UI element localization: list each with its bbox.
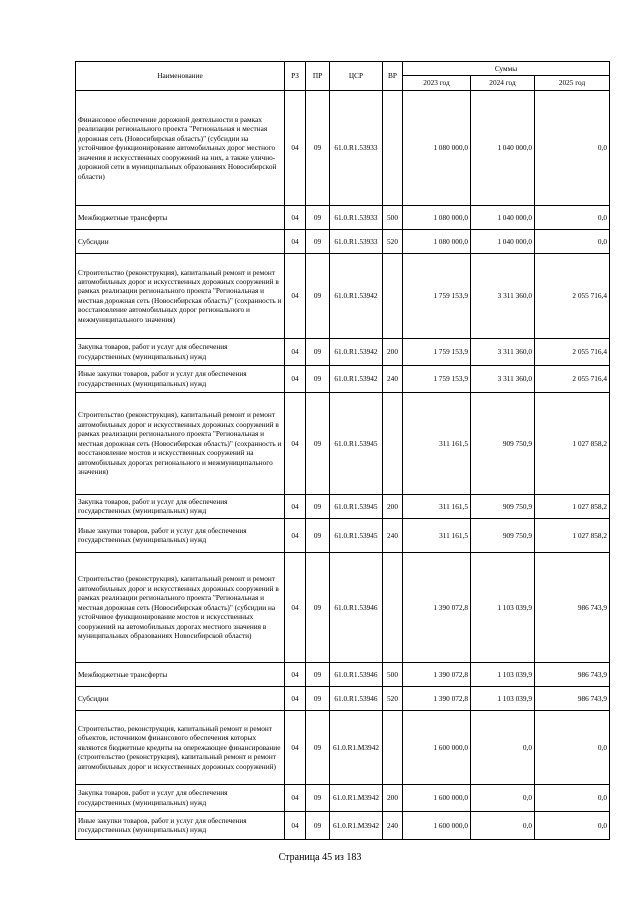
- row-sum-2025: 2 055 716,4: [535, 253, 610, 338]
- row-sum-2023: 1 600 000,0: [403, 710, 471, 784]
- row-csr: 61.0.R1.53933: [330, 229, 383, 253]
- row-pr: 09: [306, 662, 330, 686]
- row-sum-2024: 1 103 039,9: [471, 662, 535, 686]
- row-sum-2024: 0,0: [471, 784, 535, 811]
- row-pr: 09: [306, 518, 330, 552]
- row-sum-2025: 2 055 716,4: [535, 365, 610, 392]
- row-sum-2023: 1 759 153,9: [403, 253, 471, 338]
- row-csr: 61.0.R1.53945: [330, 494, 383, 518]
- row-sum-2025: 1 027 858,2: [535, 518, 610, 552]
- row-sum-2025: 1 027 858,2: [535, 494, 610, 518]
- row-rz: 04: [285, 662, 306, 686]
- table-row: [76, 229, 610, 253]
- row-pr: 09: [306, 811, 330, 839]
- row-sum-2025: 0,0: [535, 205, 610, 229]
- row-sum-2023: 1 390 072,8: [403, 686, 471, 710]
- row-name: Субсидии: [76, 229, 285, 253]
- row-csr: 61.0.R1.53942: [330, 338, 383, 365]
- row-sum-2023: 1 600 000,0: [403, 784, 471, 811]
- row-rz: 04: [285, 392, 306, 494]
- row-vr: [383, 392, 403, 494]
- row-sum-2025: 2 055 716,4: [535, 338, 610, 365]
- row-sum-2024: 3 311 360,0: [471, 365, 535, 392]
- row-sum-2023: 1 080 000,0: [403, 90, 471, 205]
- row-csr: 61.0.R1.53933: [330, 205, 383, 229]
- table-row: [76, 494, 610, 518]
- row-vr: 500: [383, 662, 403, 686]
- row-sum-2025: 1 027 858,2: [535, 392, 610, 494]
- row-name: Иные закупки товаров, работ и услуг для обеспечения государственных (муниципальных) нужд: [76, 518, 285, 552]
- row-name: Строительство (реконструкция), капитальный ремонт и ремонт автомобильных дорог и искусственных дорожных сооружений в рамках реализации регионального проекта "Региональная и местная дорожная сеть (Новосибирская область)" (сохранность и восстановление мостов и искусственных сооружений на автомобильных дорогах регионального и межмуниципального значения): [76, 392, 285, 494]
- row-vr: 240: [383, 365, 403, 392]
- row-vr: 200: [383, 338, 403, 365]
- row-sum-2024: 909 750,9: [471, 392, 535, 494]
- page-number: Страница 45 из 183: [278, 852, 362, 863]
- table-row: [76, 552, 610, 662]
- row-sum-2023: 311 161,5: [403, 518, 471, 552]
- row-rz: 04: [285, 811, 306, 839]
- row-csr: 61.0.R1.M3942: [330, 784, 383, 811]
- row-sum-2023: 311 161,5: [403, 392, 471, 494]
- row-pr: 09: [306, 90, 330, 205]
- row-pr: 09: [306, 338, 330, 365]
- row-sum-2024: 1 103 039,9: [471, 686, 535, 710]
- row-rz: 04: [285, 552, 306, 662]
- row-csr: 61.0.R1.53946: [330, 686, 383, 710]
- row-sum-2025: 986 743,9: [535, 686, 610, 710]
- row-name: Финансовое обеспечение дорожной деятельности в рамках реализации регионального проекта "Региональная и местная дорожная сеть (Новосибирская область)" (субсидии на устойчивое функционирование автомобильных дорог местного значения и искусственных сооружений на них, а также улично-дорожной сети в муниципальных образованиях Новосибирской области): [76, 90, 285, 205]
- table-row: [76, 392, 610, 494]
- row-pr: 09: [306, 494, 330, 518]
- row-name: Строительство, реконструкция, капитальный ремонт и ремонт объектов, источником финансового обеспечения которых являются бюджетные кредиты на опережающее финансирование (строительство (реконструкция), капитальный ремонт и ремонт автомобильных дорог и искусственных дорожных сооружений): [76, 710, 285, 784]
- row-name: Межбюджетные трансферты: [76, 205, 285, 229]
- row-sum-2025: 986 743,9: [535, 552, 610, 662]
- row-pr: 09: [306, 253, 330, 338]
- row-pr: 09: [306, 205, 330, 229]
- row-name: Межбюджетные трансферты: [76, 662, 285, 686]
- row-csr: 61.0.R1.53946: [330, 662, 383, 686]
- row-sum-2025: 986 743,9: [535, 662, 610, 686]
- row-rz: 04: [285, 253, 306, 338]
- table-row: [76, 518, 610, 552]
- row-sum-2024: 1 040 000,0: [471, 205, 535, 229]
- table-row: [76, 253, 610, 338]
- row-pr: 09: [306, 710, 330, 784]
- row-vr: [383, 552, 403, 662]
- header-year-2023: 2023 год: [403, 76, 471, 90]
- row-rz: 04: [285, 710, 306, 784]
- table-row: [76, 784, 610, 811]
- row-sum-2023: 1 390 072,8: [403, 662, 471, 686]
- row-sum-2024: 1 103 039,9: [471, 552, 535, 662]
- row-vr: 500: [383, 205, 403, 229]
- row-csr: 61.0.R1.53942: [330, 365, 383, 392]
- header-sums: Суммы: [403, 62, 610, 76]
- row-sum-2024: 1 040 000,0: [471, 229, 535, 253]
- table-row: [76, 365, 610, 392]
- row-csr: 61.0.R1.53945: [330, 392, 383, 494]
- row-csr: 61.0.R1.53945: [330, 518, 383, 552]
- row-sum-2024: 909 750,9: [471, 518, 535, 552]
- row-sum-2024: 3 311 360,0: [471, 253, 535, 338]
- row-sum-2023: 1 080 000,0: [403, 229, 471, 253]
- row-name: Субсидии: [76, 686, 285, 710]
- row-csr: 61.0.R1.53933: [330, 90, 383, 205]
- header-year-2025: 2025 год: [535, 76, 610, 90]
- row-sum-2025: 0,0: [535, 710, 610, 784]
- header-vr: ВР: [383, 62, 403, 91]
- row-name: Строительство (реконструкция), капитальный ремонт и ремонт автомобильных дорог и искусственных дорожных сооружений в рамках реализации регионального проекта "Региональная и местная дорожная сеть (Новосибирская область)" (сохранность и восстановление автомобильных дорог регионального и межмуниципального значения): [76, 253, 285, 338]
- row-pr: 09: [306, 392, 330, 494]
- row-name: Закупка товаров, работ и услуг для обеспечения государственных (муниципальных) нужд: [76, 784, 285, 811]
- row-sum-2023: 1 759 153,9: [403, 365, 471, 392]
- row-sum-2023: 1 600 000,0: [403, 811, 471, 839]
- row-sum-2023: 311 161,5: [403, 494, 471, 518]
- row-name: Иные закупки товаров, работ и услуг для обеспечения государственных (муниципальных) нужд: [76, 365, 285, 392]
- row-rz: 04: [285, 686, 306, 710]
- row-rz: 04: [285, 784, 306, 811]
- row-vr: [383, 253, 403, 338]
- row-sum-2024: 909 750,9: [471, 494, 535, 518]
- row-sum-2025: 0,0: [535, 811, 610, 839]
- row-name: Закупка товаров, работ и услуг для обеспечения государственных (муниципальных) нужд: [76, 338, 285, 365]
- row-sum-2024: 0,0: [471, 710, 535, 784]
- row-rz: 04: [285, 338, 306, 365]
- header-pr: ПР: [306, 62, 330, 91]
- row-vr: 200: [383, 784, 403, 811]
- row-sum-2024: 3 311 360,0: [471, 338, 535, 365]
- row-csr: 61.0.R1.M3942: [330, 710, 383, 784]
- row-sum-2024: 1 040 000,0: [471, 90, 535, 205]
- row-vr: 520: [383, 686, 403, 710]
- table-row: [76, 710, 610, 784]
- row-vr: 240: [383, 518, 403, 552]
- row-sum-2023: 1 080 000,0: [403, 205, 471, 229]
- row-sum-2025: 0,0: [535, 90, 610, 205]
- budget-table-container: [75, 61, 609, 840]
- row-vr: 240: [383, 811, 403, 839]
- row-vr: 200: [383, 494, 403, 518]
- row-vr: [383, 90, 403, 205]
- row-rz: 04: [285, 90, 306, 205]
- table-row: [76, 205, 610, 229]
- budget-table: [75, 61, 610, 840]
- row-pr: 09: [306, 686, 330, 710]
- row-sum-2023: 1 759 153,9: [403, 338, 471, 365]
- row-name: Иные закупки товаров, работ и услуг для обеспечения государственных (муниципальных) нужд: [76, 811, 285, 839]
- row-vr: 520: [383, 229, 403, 253]
- table-row: [76, 686, 610, 710]
- table-row: [76, 90, 610, 205]
- row-sum-2025: 0,0: [535, 784, 610, 811]
- row-pr: 09: [306, 552, 330, 662]
- row-pr: 09: [306, 229, 330, 253]
- row-vr: [383, 710, 403, 784]
- row-rz: 04: [285, 518, 306, 552]
- row-rz: 04: [285, 205, 306, 229]
- row-sum-2025: 0,0: [535, 229, 610, 253]
- table-row: [76, 662, 610, 686]
- row-rz: 04: [285, 365, 306, 392]
- row-csr: 61.0.R1.53942: [330, 253, 383, 338]
- header-name: Наименование: [76, 62, 285, 91]
- row-rz: 04: [285, 494, 306, 518]
- table-row: [76, 811, 610, 839]
- header-rz: РЗ: [285, 62, 306, 91]
- row-pr: 09: [306, 365, 330, 392]
- row-name: Закупка товаров, работ и услуг для обеспечения государственных (муниципальных) нужд: [76, 494, 285, 518]
- table-row: [76, 338, 610, 365]
- row-pr: 09: [306, 784, 330, 811]
- header-year-2024: 2024 год: [471, 76, 535, 90]
- row-csr: 61.0.R1.53946: [330, 552, 383, 662]
- row-sum-2023: 1 390 072,8: [403, 552, 471, 662]
- row-rz: 04: [285, 229, 306, 253]
- row-csr: 61.0.R1.M3942: [330, 811, 383, 839]
- row-sum-2024: 0,0: [471, 811, 535, 839]
- row-name: Строительство (реконструкция), капитальный ремонт и ремонт автомобильных дорог и искусственных дорожных сооружений в рамках реализации регионального проекта "Региональная и местная дорожная сеть (Новосибирская область)" (субсидии на устойчивое функционирование мостов и искусственных сооружений на автомобильных дорогах местного значения в муниципальных образованиях Новосибирской области): [76, 552, 285, 662]
- header-csr: ЦСР: [330, 62, 383, 91]
